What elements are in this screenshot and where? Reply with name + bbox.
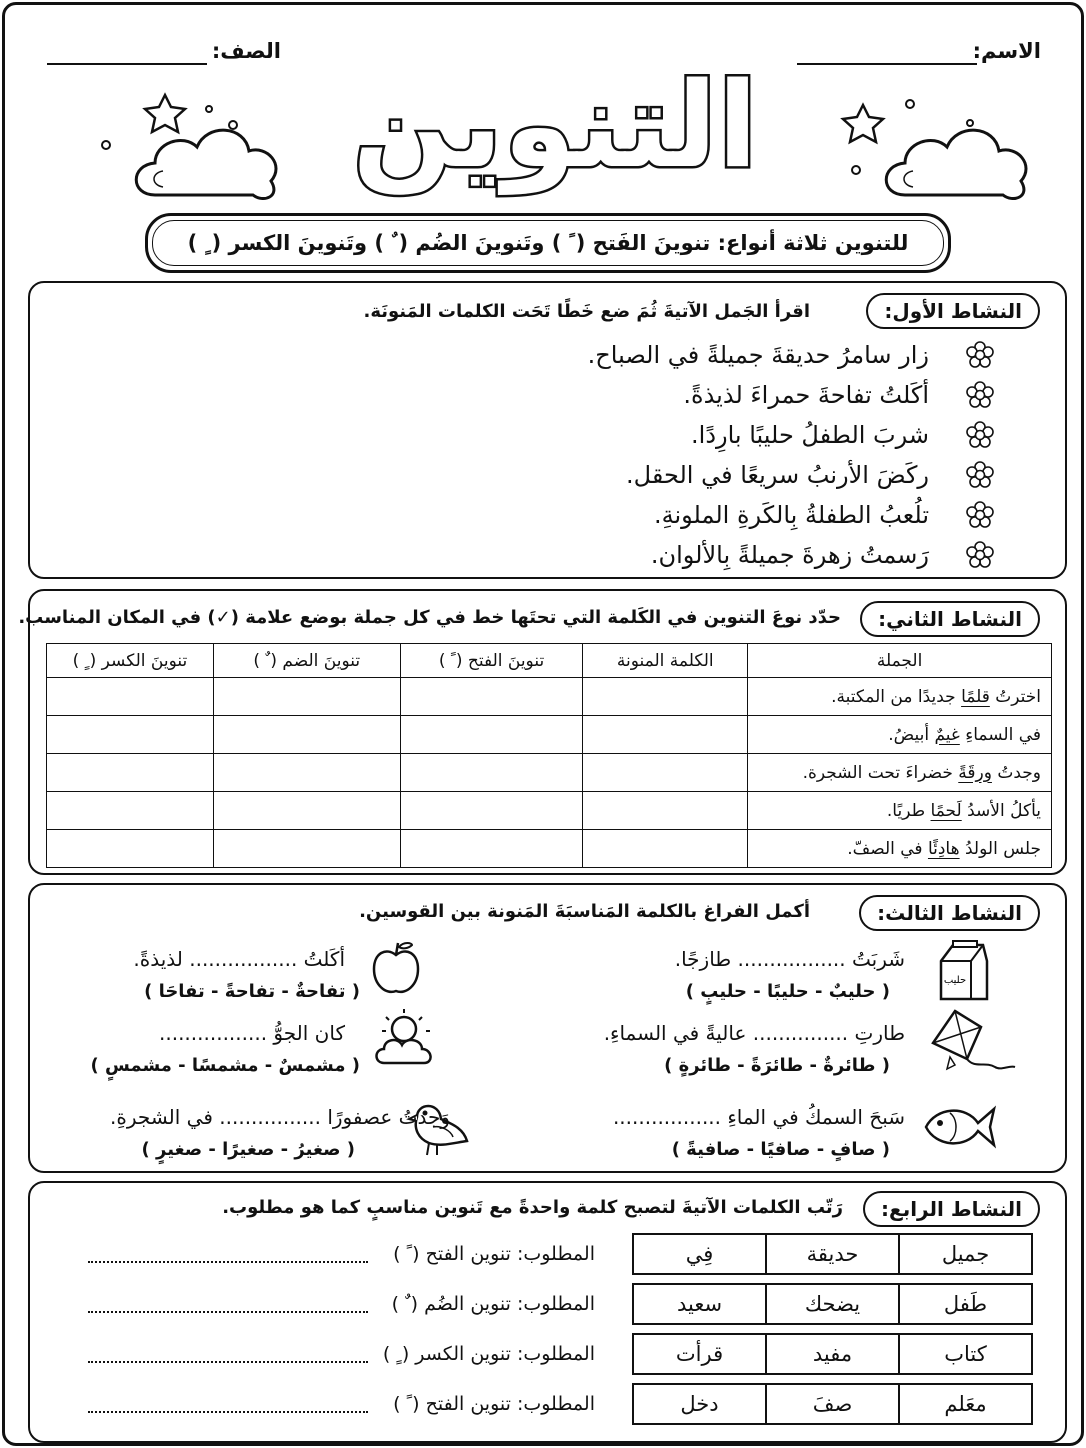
a1-sentence-row bbox=[588, 335, 995, 375]
a1-sentence-row bbox=[654, 495, 995, 535]
sun-cloud-icon bbox=[370, 1007, 440, 1069]
word-box-row bbox=[632, 1333, 1033, 1375]
flower-bullet-icon bbox=[965, 540, 995, 570]
a3-item2-options: ( تفاحةٌ - تفاحةً - تفاحَا ) bbox=[144, 981, 360, 1002]
sentence-before: وجدتُ bbox=[991, 762, 1041, 783]
kite-icon bbox=[925, 1007, 1025, 1079]
sentence-after: أبيضُ. bbox=[888, 724, 935, 745]
word-box: جميل bbox=[899, 1234, 1032, 1274]
milk-carton-icon bbox=[935, 939, 991, 1003]
word-answer-cell[interactable] bbox=[583, 792, 748, 830]
table-row bbox=[47, 716, 1052, 754]
a1-sentence-text: أكَلتُ تفاحةَ حمراءَ لذيذةً. bbox=[683, 381, 929, 409]
sentence-cell bbox=[748, 792, 1052, 830]
activity4-heading: النشاط الرابع: bbox=[863, 1191, 1040, 1227]
word-box: صفَ bbox=[766, 1384, 899, 1424]
intro-text: للتنوين ثلاثة أنواع: تنوينَ الفَتح ( ً ) وتَنوينَ الضُم ( ٌ ) وتَنوينَ الكسر ( ٍ ) bbox=[187, 231, 909, 255]
required-tanween-label: المطلوب: تنوين الفتح ( ً ) bbox=[393, 1393, 595, 1415]
col-header-kasr: تنوينَ الكسر ( ٍ ) bbox=[47, 644, 214, 678]
dam-check-cell[interactable] bbox=[213, 754, 400, 792]
a1-sentence-row bbox=[691, 415, 995, 455]
activity2-instruction: حدّد نوعَ التنوين في الكَلمة التي تحتَها خط في كل جملة بوضع علامة (✓) في المكان المناسب. bbox=[18, 607, 841, 628]
word-box-row bbox=[632, 1283, 1033, 1325]
sentence-cell bbox=[748, 716, 1052, 754]
milk-carton-label: حليب bbox=[943, 975, 967, 986]
activity3-section bbox=[28, 883, 1067, 1173]
answer-line[interactable] bbox=[88, 1361, 368, 1363]
sentence-before: يأكلُ الأسدُ bbox=[961, 800, 1041, 821]
class-label: الصف: bbox=[211, 39, 281, 63]
a3-item6-options: ( صغيرُ - صغيرًا - صغيرٍ ) bbox=[141, 1139, 355, 1160]
activity1-section bbox=[28, 281, 1067, 579]
col-header-word: الكلمة المنونة bbox=[583, 644, 748, 678]
kasr-check-cell[interactable] bbox=[47, 678, 214, 716]
a3-item2-sentence: أكَلتُ ................. لذيذةً. bbox=[133, 947, 345, 971]
word-box: كتاب bbox=[899, 1334, 1032, 1374]
fath-check-cell[interactable] bbox=[400, 830, 583, 868]
word-box: فِي bbox=[633, 1234, 766, 1274]
table-row bbox=[47, 754, 1052, 792]
activity1-instruction: اقرأ الجَمل الآتيةَ ثُمَ ضع خَطًا تَحَت الكلمات المَنونَة. bbox=[363, 301, 810, 322]
a1-sentence-row bbox=[683, 375, 995, 415]
underlined-word: غيمٌ bbox=[934, 724, 960, 745]
word-box: يضحك bbox=[766, 1284, 899, 1324]
a3-item6-sentence: وَجدتُ عصفورًا ................ في الشجرةِ. bbox=[110, 1105, 450, 1129]
tanween-table bbox=[46, 643, 1052, 868]
right-star-icon bbox=[843, 105, 883, 142]
underlined-word: قلمًا bbox=[961, 686, 990, 707]
left-cloud-icon bbox=[136, 130, 276, 198]
col-header-sentence: الجملة bbox=[748, 644, 1052, 678]
sentence-after: جديدًا من المكتبة. bbox=[831, 686, 962, 707]
word-answer-cell[interactable] bbox=[583, 754, 748, 792]
fish-icon bbox=[920, 1099, 1000, 1155]
word-answer-cell[interactable] bbox=[583, 830, 748, 868]
a1-sentence-text: ركَضَ الأرنبُ سريعًا في الحقل. bbox=[626, 461, 929, 489]
page-title: التنوين bbox=[352, 56, 758, 194]
activity2-heading: النشاط الثاني: bbox=[860, 601, 1040, 637]
underlined-word: ورقَةً bbox=[958, 762, 992, 783]
a1-sentence-text: شربَ الطفلُ حليبًا بارِدًا. bbox=[691, 421, 929, 449]
flower-bullet-icon bbox=[965, 420, 995, 450]
a1-sentence-text: تلُعبُ الطفلةُ بِالكَرةِ الملونةِ. bbox=[653, 501, 929, 529]
sentence-cell bbox=[748, 754, 1052, 792]
a1-sentence-row bbox=[651, 535, 995, 575]
a3-item4-options: ( مشمسٌ - مشمسًا - مشمسٍ ) bbox=[90, 1055, 360, 1076]
word-box: معَلم bbox=[899, 1384, 1032, 1424]
left-star-icon bbox=[145, 95, 185, 132]
word-box: طَفل bbox=[899, 1284, 1032, 1324]
activity2-section bbox=[18, 589, 1067, 875]
activity3-instruction: أكمل الفراغ بالكلمة المَناسبَةَ المَنونة بين القوسين. bbox=[359, 901, 810, 922]
sentence-before: في السماءِ bbox=[959, 724, 1041, 745]
activity3-heading: النشاط الثالث: bbox=[859, 895, 1040, 931]
apple-icon bbox=[370, 939, 422, 997]
word-box: قرأت bbox=[633, 1334, 766, 1374]
worksheet-page bbox=[2, 2, 1084, 1446]
fath-check-cell[interactable] bbox=[400, 792, 583, 830]
sentence-after: في الصفّ. bbox=[847, 838, 928, 859]
sentence-before: اخترتُ bbox=[989, 686, 1041, 707]
col-header-fath: تنوينَ الفتح ( ً ) bbox=[400, 644, 583, 678]
kasr-check-cell[interactable] bbox=[47, 754, 214, 792]
a3-item4-sentence: كان الجوُّ ................. bbox=[159, 1021, 345, 1045]
word-box: سعيد bbox=[633, 1284, 766, 1324]
a3-item5-sentence: سَبحَ السمكُ في الماءِ ................. bbox=[612, 1105, 905, 1129]
fath-check-cell[interactable] bbox=[400, 678, 583, 716]
a3-item3-options: ( طائرةٌ - طائرَةً - طائرةٍ ) bbox=[664, 1055, 890, 1076]
fath-check-cell[interactable] bbox=[400, 754, 583, 792]
sentence-after: خضراءَ تحت الشجرة. bbox=[802, 762, 959, 783]
a1-sentence-text: رَسمتُ زهرةَ جميلةً بِالألوان. bbox=[650, 541, 929, 569]
flower-bullet-icon bbox=[965, 460, 995, 490]
word-box: مفيد bbox=[766, 1334, 899, 1374]
activity4-section bbox=[28, 1181, 1067, 1443]
word-box: دخل bbox=[633, 1384, 766, 1424]
dam-check-cell[interactable] bbox=[213, 678, 400, 716]
intro-banner-inner-border bbox=[152, 220, 944, 266]
kasr-check-cell[interactable] bbox=[47, 830, 214, 868]
answer-line[interactable] bbox=[88, 1411, 368, 1413]
fath-check-cell[interactable] bbox=[400, 716, 583, 754]
word-box-row bbox=[632, 1383, 1033, 1425]
name-label: الاسم: bbox=[972, 39, 1041, 63]
a3-item3-sentence: طارتِ ............... عاليةً في السماءِ. bbox=[603, 1021, 905, 1045]
a3-item5-options: ( صافٍ - صافيًا - صافيةً ) bbox=[671, 1139, 890, 1160]
activity4-instruction: رَتّب الكلمات الآتيةَ لتصبح كلمة واحدةً مع تَنوين مناسبٍ كما هو مطلوب. bbox=[222, 1197, 843, 1218]
word-box-row bbox=[632, 1233, 1033, 1275]
intro-banner bbox=[145, 213, 951, 273]
kasr-check-cell[interactable] bbox=[47, 716, 214, 754]
table-row bbox=[47, 678, 1052, 716]
table-row bbox=[47, 830, 1052, 868]
required-tanween-label: المطلوب: تنوين الكسر ( ٍ ) bbox=[382, 1343, 595, 1365]
a3-item1-sentence: شَربَتُ ................. طازجًا. bbox=[674, 947, 905, 971]
sentence-cell bbox=[748, 830, 1052, 868]
required-tanween-label: المطلوب: تنوين الفتح ( ً ) bbox=[393, 1243, 595, 1265]
answer-line[interactable] bbox=[88, 1261, 368, 1263]
kasr-check-cell[interactable] bbox=[47, 792, 214, 830]
underlined-word: هادِئًا bbox=[927, 838, 960, 859]
a1-sentence-text: زار سامرُ حديقةَ جميلةً في الصباح. bbox=[587, 341, 929, 369]
a3-item1-options: ( حليبٌ - حليبًا - حليبٍ ) bbox=[685, 981, 890, 1002]
answer-line[interactable] bbox=[88, 1311, 368, 1313]
word-box: حديقة bbox=[766, 1234, 899, 1274]
dam-check-cell[interactable] bbox=[213, 716, 400, 754]
dam-check-cell[interactable] bbox=[213, 792, 400, 830]
right-cloud-icon bbox=[886, 130, 1026, 198]
word-answer-cell[interactable] bbox=[583, 678, 748, 716]
flower-bullet-icon bbox=[965, 380, 995, 410]
sentence-after: طريًا. bbox=[886, 800, 931, 821]
required-tanween-label: المطلوب: تنوين الضُم ( ٌ ) bbox=[391, 1293, 595, 1315]
underlined-word: لَحمًا bbox=[930, 800, 962, 821]
activity1-heading: النشاط الأول: bbox=[866, 293, 1040, 329]
sentence-cell bbox=[748, 678, 1052, 716]
word-answer-cell[interactable] bbox=[583, 716, 748, 754]
a1-sentence-row bbox=[626, 455, 995, 495]
col-header-dam: تنوينَ الضم ( ٌ ) bbox=[213, 644, 400, 678]
table-header-row bbox=[47, 644, 1052, 678]
dam-check-cell[interactable] bbox=[213, 830, 400, 868]
flower-bullet-icon bbox=[965, 340, 995, 370]
sentence-before: جلس الولدُ bbox=[959, 838, 1041, 859]
table-row bbox=[47, 792, 1052, 830]
flower-bullet-icon bbox=[965, 500, 995, 530]
